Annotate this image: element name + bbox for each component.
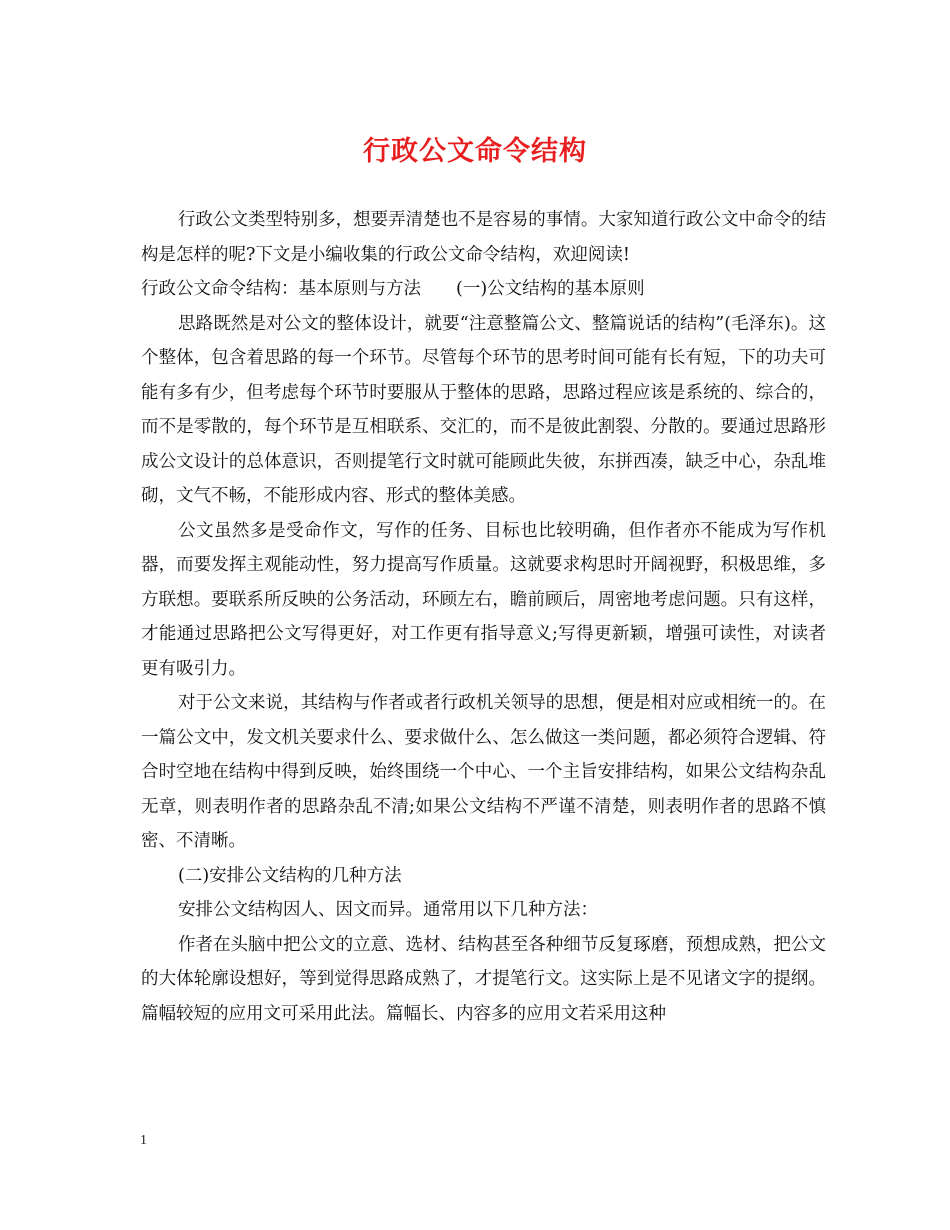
document-body [141, 203, 826, 1031]
paragraph-methods-intro: 安排公文结构因人、因文而异。通常用以下几种方法： [178, 900, 598, 920]
document-title: 行政公文命令结构 [363, 136, 587, 167]
section-heading-principles: 行政公文命令结构：基本原则与方法 (一)公文结构的基本原则 [141, 279, 645, 299]
paragraph-mental-outline: 作者在头脑中把公文的立意、选材、结构甚至各种细节反复琢磨，预想成熟，把公文的大体轮廓设想好，等到觉得思路成熟了，才提笔行文。这实际上是不见诸文字的提纲。篇幅较短的应用文可采用此法。篇幅长、内容多的应用文若采用这种 [141, 934, 826, 1024]
section-heading-methods: (二)安排公文结构的几种方法 [178, 865, 402, 886]
paragraph-intro: 行政公文类型特别多，想要弄清楚也不是容易的事情。大家知道行政公文中命令的结构是怎样的呢?下文是小编收集的行政公文命令结构，欢迎阅读! [141, 210, 826, 265]
paragraph-initiative: 公文虽然多是受命作文，写作的任务、目标也比较明确，但作者亦不能成为写作机器，而要发挥主观能动性，努力提高写作质量。这就要求构思时开阔视野，积极思维，多方联想。要联系所反映的公务活动，环顾左右，瞻前顾后，周密地考虑问题。只有这样，才能通过思路把公文写得更好，对工作更有指导意义;写得更新颖，增强可读性，对读者更有吸引力。 [141, 520, 826, 679]
paragraph-overall-design: 思路既然是对公文的整体设计，就要“注意整篇公文、整篇说话的结构”(毛泽东)。这个整体，包含着思路的每一个环节。尽管每个环节的思考时间可能有长有短，下的功夫可能有多有少，但考虑每个环节时要服从于整体的思路，思路过程应该是系统的、综合的，而不是零散的，每个环节是互相联系、交汇的，而不是彼此割裂、分散的。要通过思路形成公文设计的总体意识，否则提笔行文时就可能顾此失彼，东拼西凑，缺乏中心，杂乱堆砌，文气不畅，不能形成内容、形式的整体美感。 [141, 313, 826, 506]
page-number: 1 [140, 1133, 147, 1148]
paragraph-structure-thought: 对于公文来说，其结构与作者或者行政机关领导的思想，便是相对应或相统一的。在一篇公文中，发文机关要求什么、要求做什么、怎么做这一类问题，都必须符合逻辑、符合时空地在结构中得到反映，始终围绕一个中心、一个主旨安排结构，如果公文结构杂乱无章，则表明作者的思路杂乱不清;如果公文结构不严谨不清楚，则表明作者的思路不慎密、不清晰。 [141, 693, 826, 851]
